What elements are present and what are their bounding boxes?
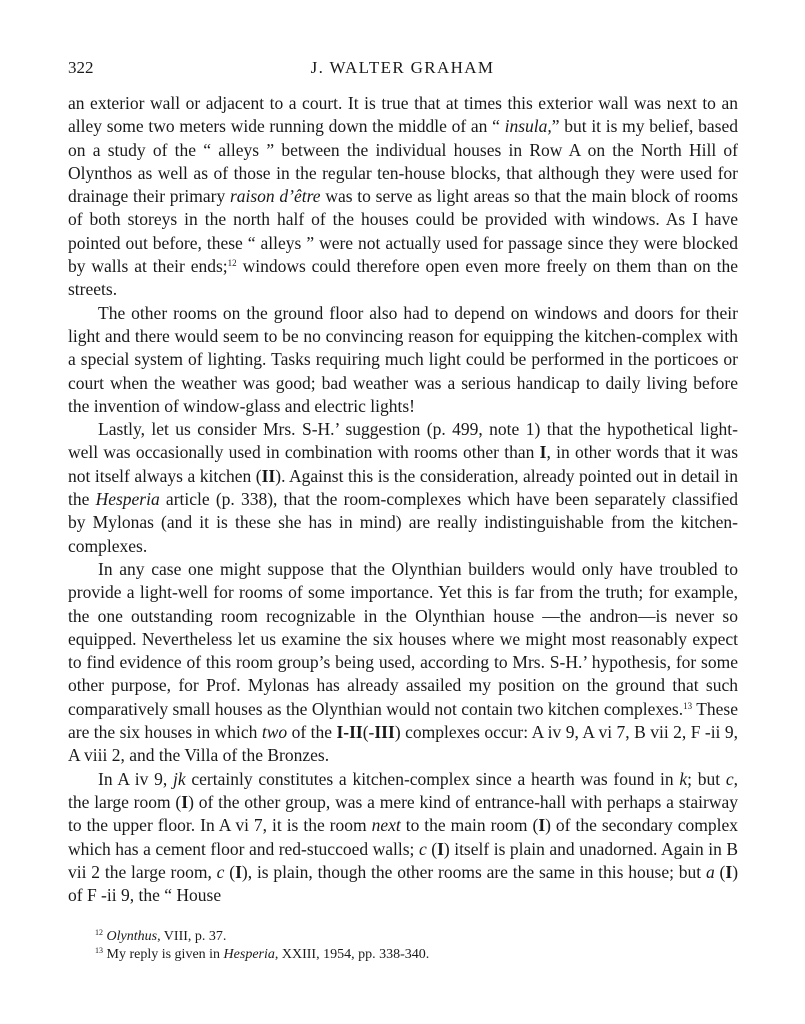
italic-text: raison d’être xyxy=(229,186,321,207)
paragraph xyxy=(68,558,738,768)
page-header xyxy=(68,58,737,82)
text-run: ( xyxy=(426,838,438,859)
italic-text: Hesperia xyxy=(95,489,160,510)
text-run: an exterior wall or adjacent to a court. It is true that at times this exterior wall was next to an alley some two meters wide running down the middle of an “ xyxy=(68,93,738,137)
text-run: Lastly, let us consider Mrs. S-H.’ suggestion (p. 499, note 1) that the hypothetical light-well was occasionally used in combination with rooms other than xyxy=(68,419,738,463)
bold-text: I xyxy=(437,838,444,859)
bold-text: I xyxy=(538,815,546,836)
text-run: ) itself is plain and unadorned. Again in B vii 2 the large room, xyxy=(68,838,739,882)
text-run: ). Against this is the consideration, already pointed out in detail in the xyxy=(68,465,738,510)
bold-text: I xyxy=(725,861,733,882)
text-run: These are the six houses in which xyxy=(68,698,739,743)
text-run: , XXIII, 1954, pp. 338-340. xyxy=(274,947,430,962)
text-run: ), is plain, though the other rooms are the same in this house; but xyxy=(241,861,706,882)
paragraph xyxy=(68,302,738,418)
text-run: ( xyxy=(714,861,726,882)
text-run: ) of the secondary complex which has a cement floor and red-stuccoed walls; xyxy=(68,815,738,859)
text-run: ) of F -ii 9, the “ House xyxy=(68,861,739,906)
italic-text: two xyxy=(261,722,288,743)
body-text xyxy=(68,92,738,907)
text-run: , VIII, p. 37. xyxy=(157,929,227,944)
footnotes xyxy=(95,928,735,964)
text-run: In any case one might suppose that the Olynthian builders would only have troubled to provide a light-well for rooms of some importance. Yet this is far from the truth; for example, the one outstanding room recognizable in the Olynthian house —the andron—is never so equipped. Nevertheless let us examine the six houses where we might most reasonably expect to find evidence of this room group’s being used, according to Mrs. S-H.’ hypothesis, for some other purpose, for Prof. Mylonas has already assailed my position on the ground that such comparatively small houses as the Olynthian would not contain two kitchen complexes. xyxy=(68,558,738,719)
bold-text: II xyxy=(261,465,276,486)
footnote xyxy=(95,928,735,946)
text-run: certainly constitutes a kitchen-complex since a hearth was found in xyxy=(185,768,680,789)
footnote-reference: 12 xyxy=(227,258,237,269)
text-run: ; but xyxy=(687,768,726,789)
italic-text: k xyxy=(679,768,688,789)
italic-text: c xyxy=(725,768,734,789)
bold-text: I xyxy=(235,861,242,882)
text-run: of the xyxy=(287,722,337,743)
italic-text: next xyxy=(371,815,401,836)
footnote-mark: 12 xyxy=(95,928,103,937)
text-run: ” but it is my belief, based on a study of the “ alleys ” between the individual houses in Row A on the North Hill of Olynthos as well as of those in the regular ten-house blocks, that although they were used for drainage their primary xyxy=(68,116,738,207)
text-run: ) complexes occur: A iv 9, A vi 7, B vii 2, F -ii 9, A viii 2, and the Villa of the Bronzes. xyxy=(68,722,738,766)
text-run: windows could therefore open even more freely on them than on the streets. xyxy=(68,256,738,300)
paragraph xyxy=(68,418,738,558)
bold-text: I xyxy=(539,442,547,463)
footnote xyxy=(95,946,735,964)
running-head: J. WALTER GRAHAM xyxy=(310,58,495,77)
text-run: , the large room ( xyxy=(68,768,738,812)
italic-text: a xyxy=(705,861,715,882)
text-run: The other rooms on the ground floor also had to depend on windows and doors for their light and there would seem to be no convincing reason for equipping the kitchen-complex with a special system of lighting. Tasks requiring much light could be performed in the porticoes or court when the weather was good; bad weather was a serious handicap to daily living before the invention of window-glass and electric lights! xyxy=(68,302,738,416)
italic-text: Hesperia xyxy=(223,947,275,962)
italic-text: c xyxy=(216,861,225,882)
bold-text: I xyxy=(181,791,189,812)
text-run: , in other words that it was not itself always a kitchen ( xyxy=(68,442,738,486)
text-run: ) of the other group, was a mere kind of entrance-hall with perhaps a stairway to the upper floor. In A vi 7, it is the room xyxy=(68,791,738,836)
italic-text: insula, xyxy=(504,116,552,137)
text-run: In A iv 9, xyxy=(98,768,173,789)
text-run: My reply is given in xyxy=(106,947,224,962)
text-run: article (p. 338), that the room-complexes which have been separately classified by Mylonas (and it is these she has in mind) are really indistinguishable from the kitchen-complexes. xyxy=(68,489,738,556)
text-run: ( xyxy=(224,861,236,882)
footnote-reference: 13 xyxy=(683,700,693,711)
italic-text: jk xyxy=(173,768,186,789)
italic-text: c xyxy=(418,838,427,859)
bold-text: III xyxy=(374,722,395,743)
text-run: to the main room ( xyxy=(400,815,539,836)
page-number: 322 xyxy=(68,58,94,77)
paragraph xyxy=(68,768,738,908)
footnote-mark: 13 xyxy=(95,946,103,955)
italic-text: Olynthus xyxy=(106,929,158,944)
bold-text: I-II xyxy=(336,722,363,743)
paragraph xyxy=(68,92,738,302)
text-run: was to serve as light areas so that the main block of rooms of both storeys in the north half of the houses could be provided with windows. As I have pointed out before, these “ alleys ” were not actually used for passage since they were blocked by walls at their ends; xyxy=(68,186,739,277)
text-run: (- xyxy=(362,722,375,743)
